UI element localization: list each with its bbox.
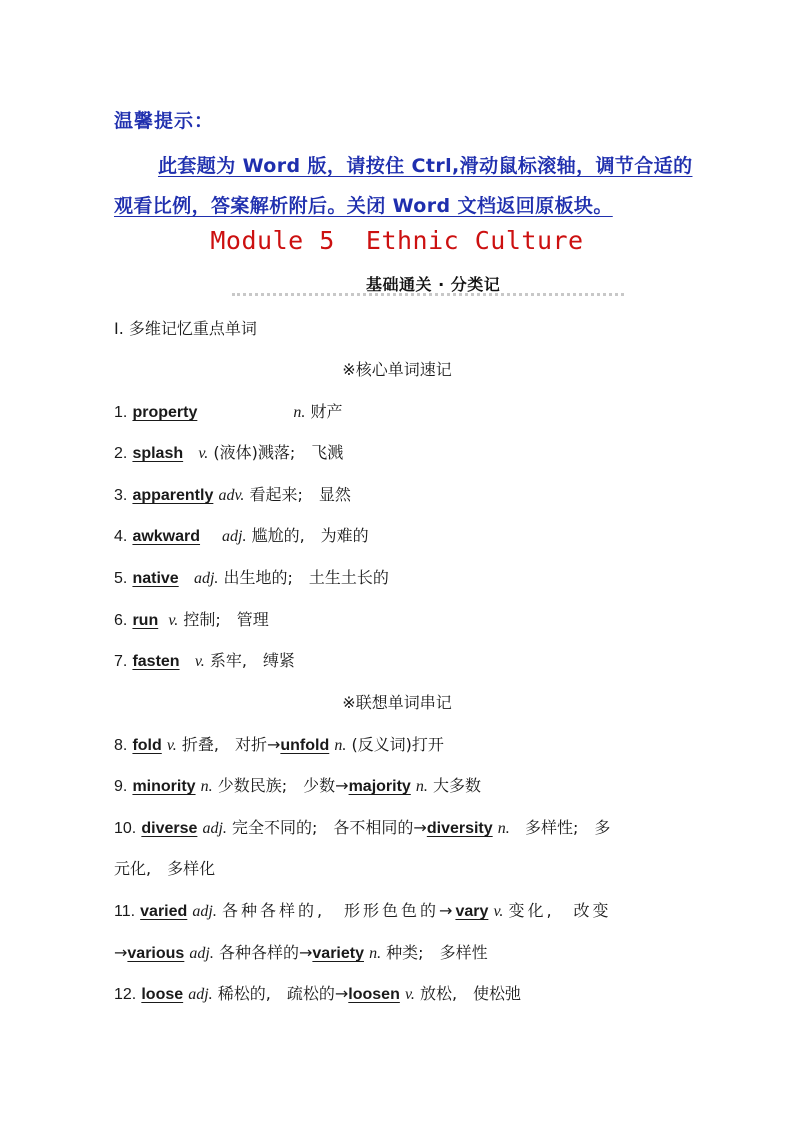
vocab-word: splash xyxy=(132,445,184,462)
vocab-entry xyxy=(114,482,351,505)
part-heading: Ⅰ. 多维记忆重点单词 xyxy=(114,319,257,338)
entry-number: 3. xyxy=(114,487,128,504)
related-word: unfold xyxy=(280,737,330,754)
meaning: 尴尬的, 为难的 xyxy=(251,526,369,545)
vocab-entry xyxy=(114,565,389,588)
section-label: 基础通关 · 分类记 xyxy=(366,275,501,294)
subheading-core: ※核心单词速记 xyxy=(342,360,452,379)
part-of-speech: v. xyxy=(493,903,504,920)
entry-number: 4. xyxy=(114,528,128,545)
part-of-speech: v. xyxy=(404,986,415,1003)
entry-number: 6. xyxy=(114,612,128,629)
part-of-speech: v. xyxy=(168,612,179,629)
entry-number: 5. xyxy=(114,570,128,587)
vocab-entry xyxy=(114,648,295,671)
vocab-entry xyxy=(114,523,369,546)
related-word: various xyxy=(127,945,185,962)
part-of-speech: n. xyxy=(369,945,382,962)
dotted-divider xyxy=(232,293,624,296)
meaning: (液体)溅落; 飞溅 xyxy=(213,443,344,462)
meaning: (反义词)打开 xyxy=(351,735,444,754)
meaning: 变化, 改变 xyxy=(508,901,612,920)
part-of-speech: n. xyxy=(200,778,213,795)
tip-heading: 温馨提示： xyxy=(114,110,215,132)
vocab-entry-continuation: 元化, 多样化 xyxy=(114,859,216,878)
entry-number: 10. xyxy=(114,820,137,837)
part-of-speech: n. xyxy=(293,404,306,421)
entry-number: 12. xyxy=(114,986,137,1003)
entry-number: 1. xyxy=(114,404,128,421)
vocab-entry xyxy=(114,815,610,838)
meaning: 系牢, 缚紧 xyxy=(209,651,295,670)
part-of-speech: v. xyxy=(194,653,205,670)
vocab-word: fold xyxy=(132,737,162,754)
part-of-speech: adj. xyxy=(189,945,214,962)
meaning: 财产 xyxy=(310,402,343,421)
vocab-entry-continuation xyxy=(114,940,488,963)
vocab-word: varied xyxy=(140,903,188,920)
arrow: → xyxy=(114,943,128,962)
vocab-entry xyxy=(114,898,612,921)
meaning: 少数民族; 少数→ xyxy=(217,776,349,795)
vocab-entry xyxy=(114,773,481,796)
vocab-entry xyxy=(114,732,444,755)
meaning: 完全不同的; 各不相同的→ xyxy=(232,818,427,837)
vocab-word: diverse xyxy=(141,820,198,837)
vocab-word: run xyxy=(132,612,159,629)
meaning: 多样性; 多 xyxy=(525,818,611,837)
part-of-speech: v. xyxy=(198,445,209,462)
meaning: 放松, 使松弛 xyxy=(419,984,522,1003)
part-of-speech: n. xyxy=(334,737,347,754)
meaning: 折叠, 对折→ xyxy=(181,735,281,754)
related-word: variety xyxy=(312,945,364,962)
vocab-word: minority xyxy=(132,778,196,795)
related-word: vary xyxy=(455,903,489,920)
meaning: 种类; 多样性 xyxy=(386,943,488,962)
part-of-speech: n. xyxy=(415,778,428,795)
part-of-speech: adv. xyxy=(218,487,245,504)
entry-number: 11. xyxy=(114,903,136,920)
related-word: diversity xyxy=(426,820,493,837)
meaning: 大多数 xyxy=(433,776,482,795)
vocab-entry xyxy=(114,440,343,463)
part-of-speech: adj. xyxy=(192,903,217,920)
meaning: 各种各样的, 形形色色的→ xyxy=(221,901,456,920)
vocab-word: fasten xyxy=(132,653,180,670)
related-word: loosen xyxy=(348,986,400,1003)
meaning: 看起来; 显然 xyxy=(249,485,351,504)
meaning: 控制; 管理 xyxy=(183,610,269,629)
vocab-entry xyxy=(114,607,269,630)
entry-number: 9. xyxy=(114,778,128,795)
module-title: Module 5 Ethnic Culture xyxy=(210,226,584,255)
tip-body: 此套题为 Word 版，请按住 Ctrl,滑动鼠标滚轴，调节合适的观看比例，答案解析附后。关闭 Word 文档返回原板块。 xyxy=(114,155,693,217)
meaning: 出生地的; 土生土长的 xyxy=(223,568,389,587)
entry-number: 7. xyxy=(114,653,128,670)
part-of-speech: adj. xyxy=(222,528,247,545)
vocab-word: property xyxy=(132,404,198,421)
vocab-word: loose xyxy=(141,986,184,1003)
meaning: 各种各样的→ xyxy=(218,943,313,962)
vocab-word: apparently xyxy=(132,487,214,504)
part-of-speech: adj. xyxy=(202,820,227,837)
entry-number: 8. xyxy=(114,737,128,754)
vocab-word: native xyxy=(132,570,179,587)
vocab-entry xyxy=(114,981,521,1004)
entry-number: 2. xyxy=(114,445,128,462)
meaning: 稀松的, 疏松的→ xyxy=(217,984,349,1003)
part-of-speech: adj. xyxy=(193,570,219,587)
part-of-speech: v. xyxy=(166,737,177,754)
vocab-word: awkward xyxy=(132,528,201,545)
part-of-speech: adj. xyxy=(188,986,213,1003)
subheading-associative: ※联想单词串记 xyxy=(342,693,452,712)
vocab-entry xyxy=(114,399,342,422)
related-word: majority xyxy=(348,778,411,795)
part-of-speech: n. xyxy=(497,820,510,837)
